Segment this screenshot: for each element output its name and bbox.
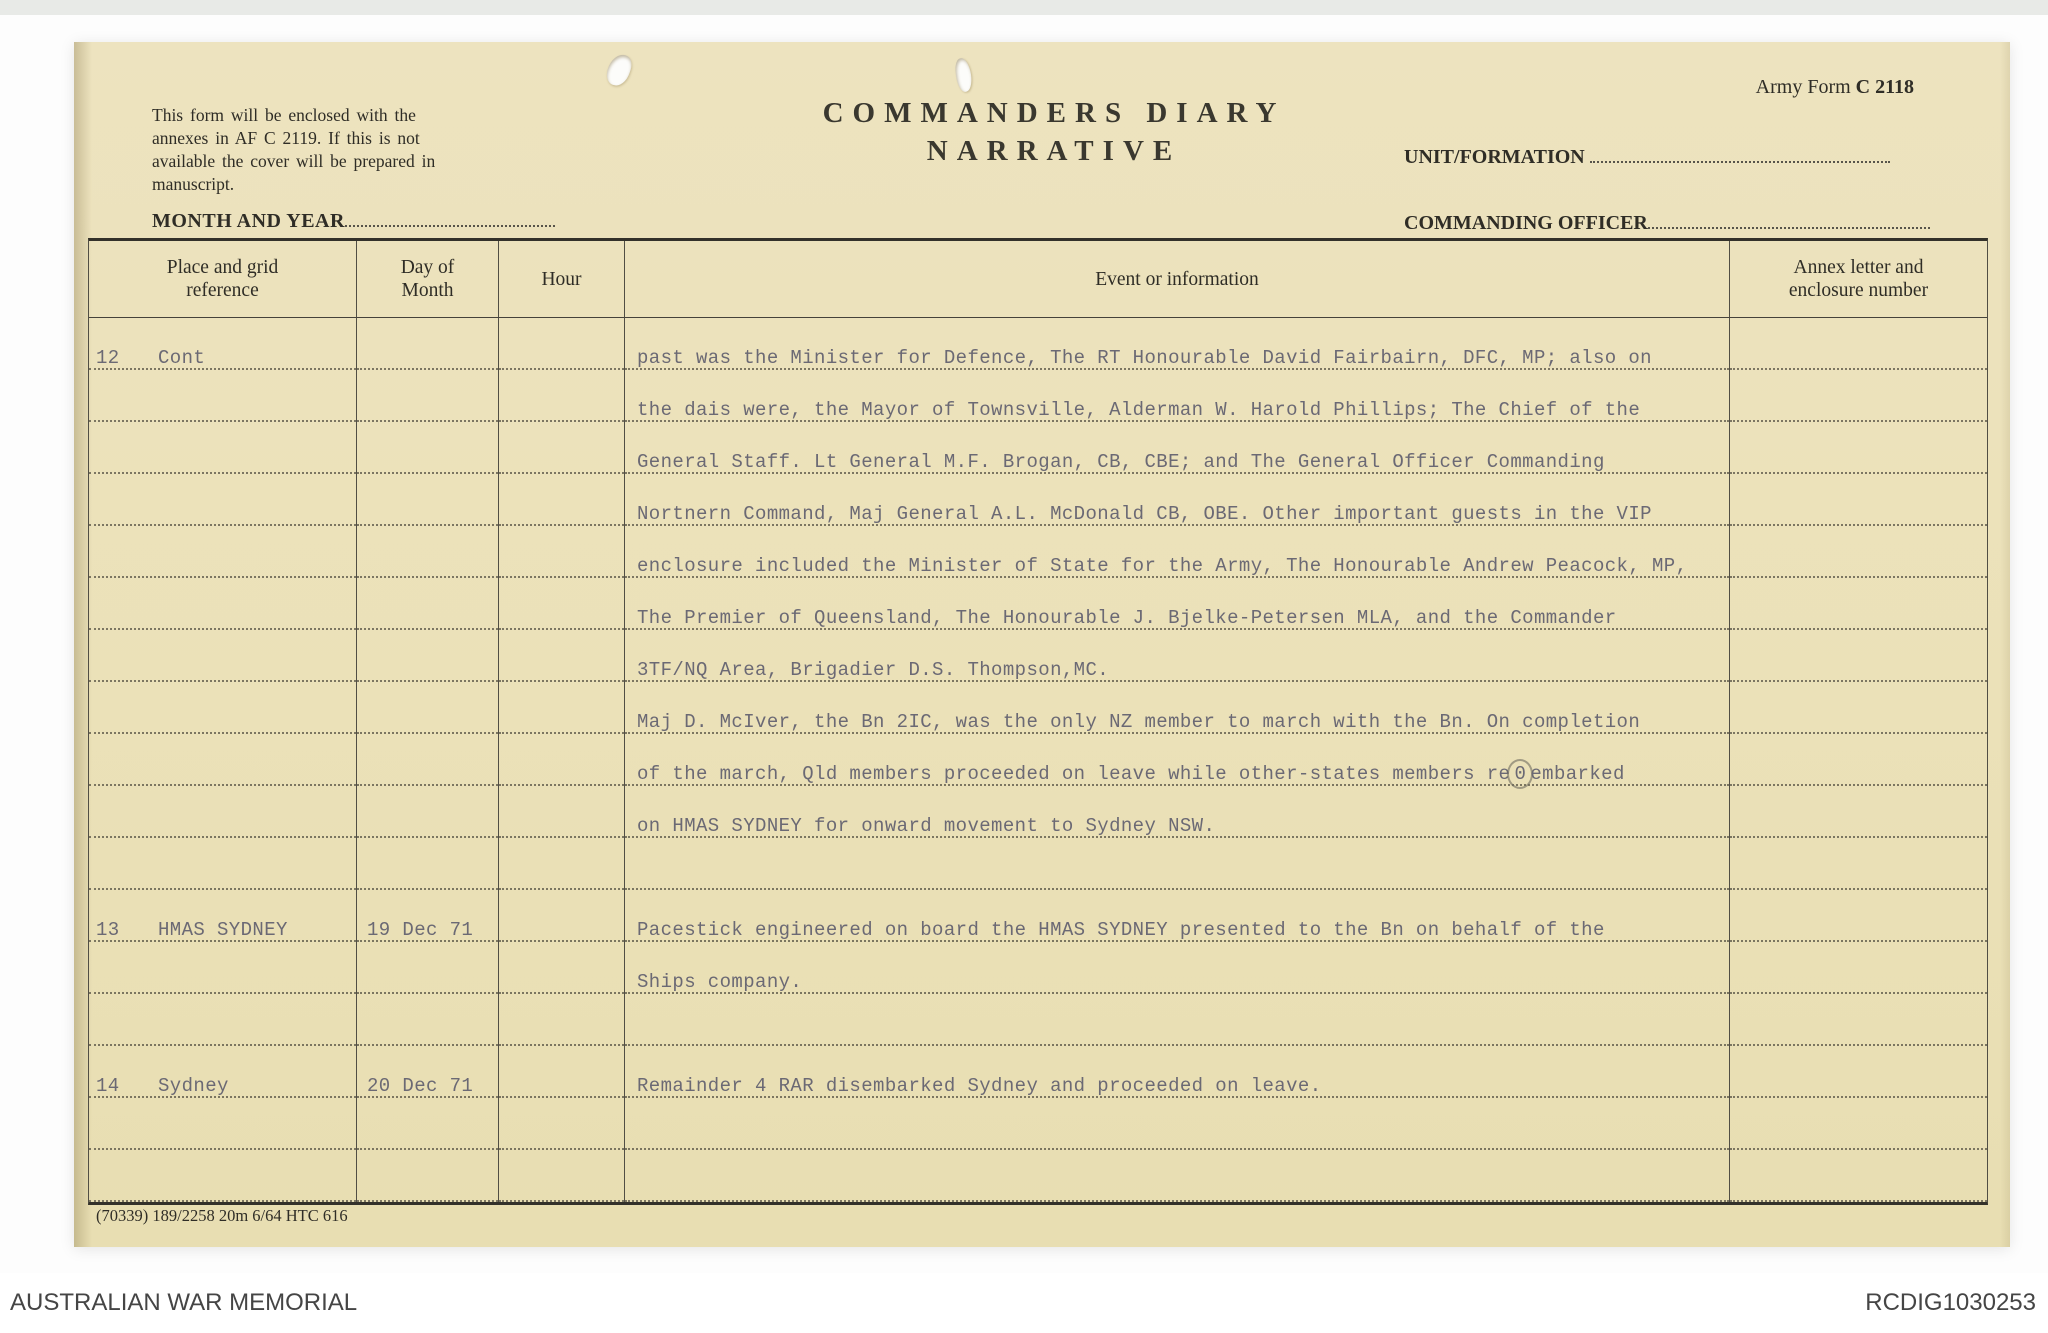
diary-row xyxy=(89,786,1987,838)
month-and-year-label: MONTH AND YEAR xyxy=(152,210,345,232)
cell-day-of-month xyxy=(356,422,498,474)
diary-row xyxy=(89,1150,1987,1202)
cell-place-and-grid xyxy=(89,786,356,838)
note-line: This form will be enclosed with the xyxy=(152,105,416,125)
cell-event-or-information xyxy=(624,1098,1729,1150)
cell-place-and-grid xyxy=(89,838,356,890)
cell-day-of-month xyxy=(356,370,498,422)
cell-hour xyxy=(498,942,624,994)
entry-serial: 13 xyxy=(96,919,120,941)
diary-row xyxy=(89,526,1987,578)
cell-day-of-month xyxy=(356,578,498,630)
cell-day-of-month xyxy=(356,1150,498,1202)
entry-day: 19 Dec 71 xyxy=(367,919,474,941)
cell-day-of-month xyxy=(356,318,498,370)
paper-tear xyxy=(954,57,974,93)
cell-hour xyxy=(498,1150,624,1202)
cell-annex-letter xyxy=(1729,630,1987,682)
cell-place-and-grid xyxy=(89,370,356,422)
diary-row xyxy=(89,422,1987,474)
diary-table-body xyxy=(89,318,1987,1202)
entry-event: Remainder 4 RAR disembarked Sydney and proceeded on leave. xyxy=(637,1075,1322,1097)
cell-hour xyxy=(498,890,624,942)
entry-event: of the march, Qld members proceeded on leave while other-states members re 0 embarked xyxy=(637,759,1625,785)
army-form-prefix: Army Form xyxy=(1755,76,1851,98)
cell-event-or-information xyxy=(624,786,1729,838)
cell-day-of-month xyxy=(356,786,498,838)
cell-place-and-grid xyxy=(89,890,356,942)
record-id: RCDIG1030253 xyxy=(1865,1289,2036,1316)
paper-sheet xyxy=(74,42,2010,1247)
commanding-officer-label: COMMANDING OFFICER xyxy=(1404,212,1648,234)
entry-place: Cont xyxy=(158,347,206,369)
header-event: Event or information xyxy=(624,241,1729,318)
diary-row xyxy=(89,578,1987,630)
diary-table-header xyxy=(89,241,1987,318)
diary-row xyxy=(89,994,1987,1046)
cell-place-and-grid xyxy=(89,578,356,630)
cell-event-or-information xyxy=(624,1150,1729,1202)
entry-event: past was the Minister for Defence, The RT Honourable David Fairbairn, DFC, MP; also on xyxy=(637,347,1652,369)
entry-event: Nortnern Command, Maj General A.L. McDonald CB, OBE. Other important guests in the VIP xyxy=(637,503,1652,525)
note-line: annexes in AF C 2119. If this is not xyxy=(152,128,420,148)
unit-formation-label: UNIT/FORMATION xyxy=(1404,146,1585,168)
entry-event: Pacestick engineered on board the HMAS SYDNEY presented to the Bn on behalf of the xyxy=(637,919,1605,941)
diary-row xyxy=(89,682,1987,734)
header-day: Day of Month xyxy=(356,241,498,318)
cell-hour xyxy=(498,630,624,682)
header-hour: Hour xyxy=(498,241,624,318)
cell-place-and-grid xyxy=(89,1098,356,1150)
cell-hour xyxy=(498,526,624,578)
cell-place-and-grid xyxy=(89,318,356,370)
cell-event-or-information xyxy=(624,526,1729,578)
cell-place-and-grid xyxy=(89,682,356,734)
cell-hour xyxy=(498,318,624,370)
diary-row xyxy=(89,1046,1987,1098)
entry-place: Sydney xyxy=(158,1075,229,1097)
diary-row xyxy=(89,318,1987,370)
entry-serial: 12 xyxy=(96,347,120,369)
month-and-year-field xyxy=(152,208,555,233)
cell-hour xyxy=(498,1046,624,1098)
diary-row xyxy=(89,734,1987,786)
cell-annex-letter xyxy=(1729,318,1987,370)
pencil-circled-character: 0 xyxy=(1507,759,1533,789)
cell-event-or-information xyxy=(624,422,1729,474)
cell-place-and-grid xyxy=(89,942,356,994)
header-annex: Annex letter and enclosure number xyxy=(1729,241,1987,318)
cell-hour xyxy=(498,422,624,474)
cell-day-of-month xyxy=(356,1098,498,1150)
cell-annex-letter xyxy=(1729,994,1987,1046)
cell-annex-letter xyxy=(1729,1098,1987,1150)
cell-day-of-month xyxy=(356,474,498,526)
note-line: manuscript. xyxy=(152,174,235,194)
note-line: available the cover will be prepared in xyxy=(152,151,436,171)
cell-hour xyxy=(498,578,624,630)
cell-annex-letter xyxy=(1729,734,1987,786)
army-form-code: C 2118 xyxy=(1855,76,1914,98)
header-place: Place and grid reference xyxy=(89,241,356,318)
cell-event-or-information xyxy=(624,838,1729,890)
cell-place-and-grid xyxy=(89,422,356,474)
cell-event-or-information xyxy=(624,682,1729,734)
cell-hour xyxy=(498,1098,624,1150)
dotted-rule xyxy=(345,208,555,227)
dotted-rule xyxy=(1590,144,1890,163)
cell-event-or-information xyxy=(624,474,1729,526)
cell-hour xyxy=(498,370,624,422)
form-title-line2: NARRATIVE xyxy=(926,135,1182,167)
cell-event-or-information xyxy=(624,942,1729,994)
dotted-rule xyxy=(1648,210,1930,229)
cell-event-or-information xyxy=(624,630,1729,682)
print-code: (70339) 189/2258 20m 6/64 HTC 616 xyxy=(96,1206,348,1225)
scan-top-strip xyxy=(0,0,2048,15)
cell-annex-letter xyxy=(1729,786,1987,838)
cell-place-and-grid xyxy=(89,1150,356,1202)
cell-event-or-information xyxy=(624,994,1729,1046)
cell-annex-letter xyxy=(1729,942,1987,994)
entry-event: Ships company. xyxy=(637,971,803,993)
cell-day-of-month xyxy=(356,682,498,734)
cell-place-and-grid xyxy=(89,474,356,526)
cell-day-of-month xyxy=(356,630,498,682)
cell-hour xyxy=(498,682,624,734)
cell-event-or-information xyxy=(624,1046,1729,1098)
cell-day-of-month xyxy=(356,838,498,890)
diary-row xyxy=(89,370,1987,422)
entry-event: enclosure included the Minister of State for the Army, The Honourable Andrew Peacock, MP, xyxy=(637,555,1688,577)
form-instruction-note xyxy=(152,104,482,196)
entry-event: The Premier of Queensland, The Honourable J. Bjelke-Petersen MLA, and the Commander xyxy=(637,607,1617,629)
cell-day-of-month xyxy=(356,890,498,942)
commanding-officer-field xyxy=(1404,210,1930,235)
entry-event: Maj D. McIver, the Bn 2IC, was the only NZ member to march with the Bn. On completion xyxy=(637,711,1641,733)
entry-serial: 14 xyxy=(96,1075,120,1097)
entry-event: on HMAS SYDNEY for onward movement to Sydney NSW. xyxy=(637,815,1216,837)
cell-hour xyxy=(498,838,624,890)
diary-row xyxy=(89,942,1987,994)
archive-name: AUSTRALIAN WAR MEMORIAL xyxy=(10,1289,358,1316)
diary-table xyxy=(88,238,1988,1205)
cell-hour xyxy=(498,994,624,1046)
cell-hour xyxy=(498,474,624,526)
cell-event-or-information xyxy=(624,318,1729,370)
cell-event-or-information xyxy=(624,370,1729,422)
cell-annex-letter xyxy=(1729,474,1987,526)
cell-annex-letter xyxy=(1729,838,1987,890)
form-title xyxy=(614,94,1494,170)
viewer-footer xyxy=(0,1273,2048,1333)
cell-event-or-information xyxy=(624,734,1729,786)
cell-place-and-grid xyxy=(89,1046,356,1098)
cell-day-of-month xyxy=(356,942,498,994)
cell-annex-letter xyxy=(1729,890,1987,942)
cell-day-of-month xyxy=(356,1046,498,1098)
cell-annex-letter xyxy=(1729,526,1987,578)
cell-day-of-month xyxy=(356,994,498,1046)
cell-annex-letter xyxy=(1729,1150,1987,1202)
entry-event: the dais were, the Mayor of Townsville, Alderman W. Harold Phillips; The Chief of the xyxy=(637,399,1641,421)
cell-place-and-grid xyxy=(89,630,356,682)
diary-row xyxy=(89,1098,1987,1150)
army-form-number xyxy=(1756,76,1914,99)
diary-row xyxy=(89,838,1987,890)
cell-hour xyxy=(498,734,624,786)
cell-annex-letter xyxy=(1729,422,1987,474)
cell-place-and-grid xyxy=(89,994,356,1046)
cell-event-or-information xyxy=(624,578,1729,630)
form-title-line1: COMMANDERS DIARY xyxy=(822,97,1286,129)
diary-row xyxy=(89,474,1987,526)
entry-event: General Staff. Lt General M.F. Brogan, CB, CBE; and The General Officer Commanding xyxy=(637,451,1605,473)
unit-formation-field xyxy=(1404,144,1890,169)
entry-day: 20 Dec 71 xyxy=(367,1075,474,1097)
cell-hour xyxy=(498,786,624,838)
cell-place-and-grid xyxy=(89,526,356,578)
diary-row xyxy=(89,630,1987,682)
cell-place-and-grid xyxy=(89,734,356,786)
cell-event-or-information xyxy=(624,890,1729,942)
entry-place: HMAS SYDNEY xyxy=(158,919,288,941)
cell-annex-letter xyxy=(1729,682,1987,734)
cell-annex-letter xyxy=(1729,578,1987,630)
cell-day-of-month xyxy=(356,526,498,578)
entry-event: 3TF/NQ Area, Brigadier D.S. Thompson,MC. xyxy=(637,659,1110,681)
cell-annex-letter xyxy=(1729,370,1987,422)
cell-day-of-month xyxy=(356,734,498,786)
paper-tear xyxy=(604,51,635,88)
diary-row xyxy=(89,890,1987,942)
cell-annex-letter xyxy=(1729,1046,1987,1098)
